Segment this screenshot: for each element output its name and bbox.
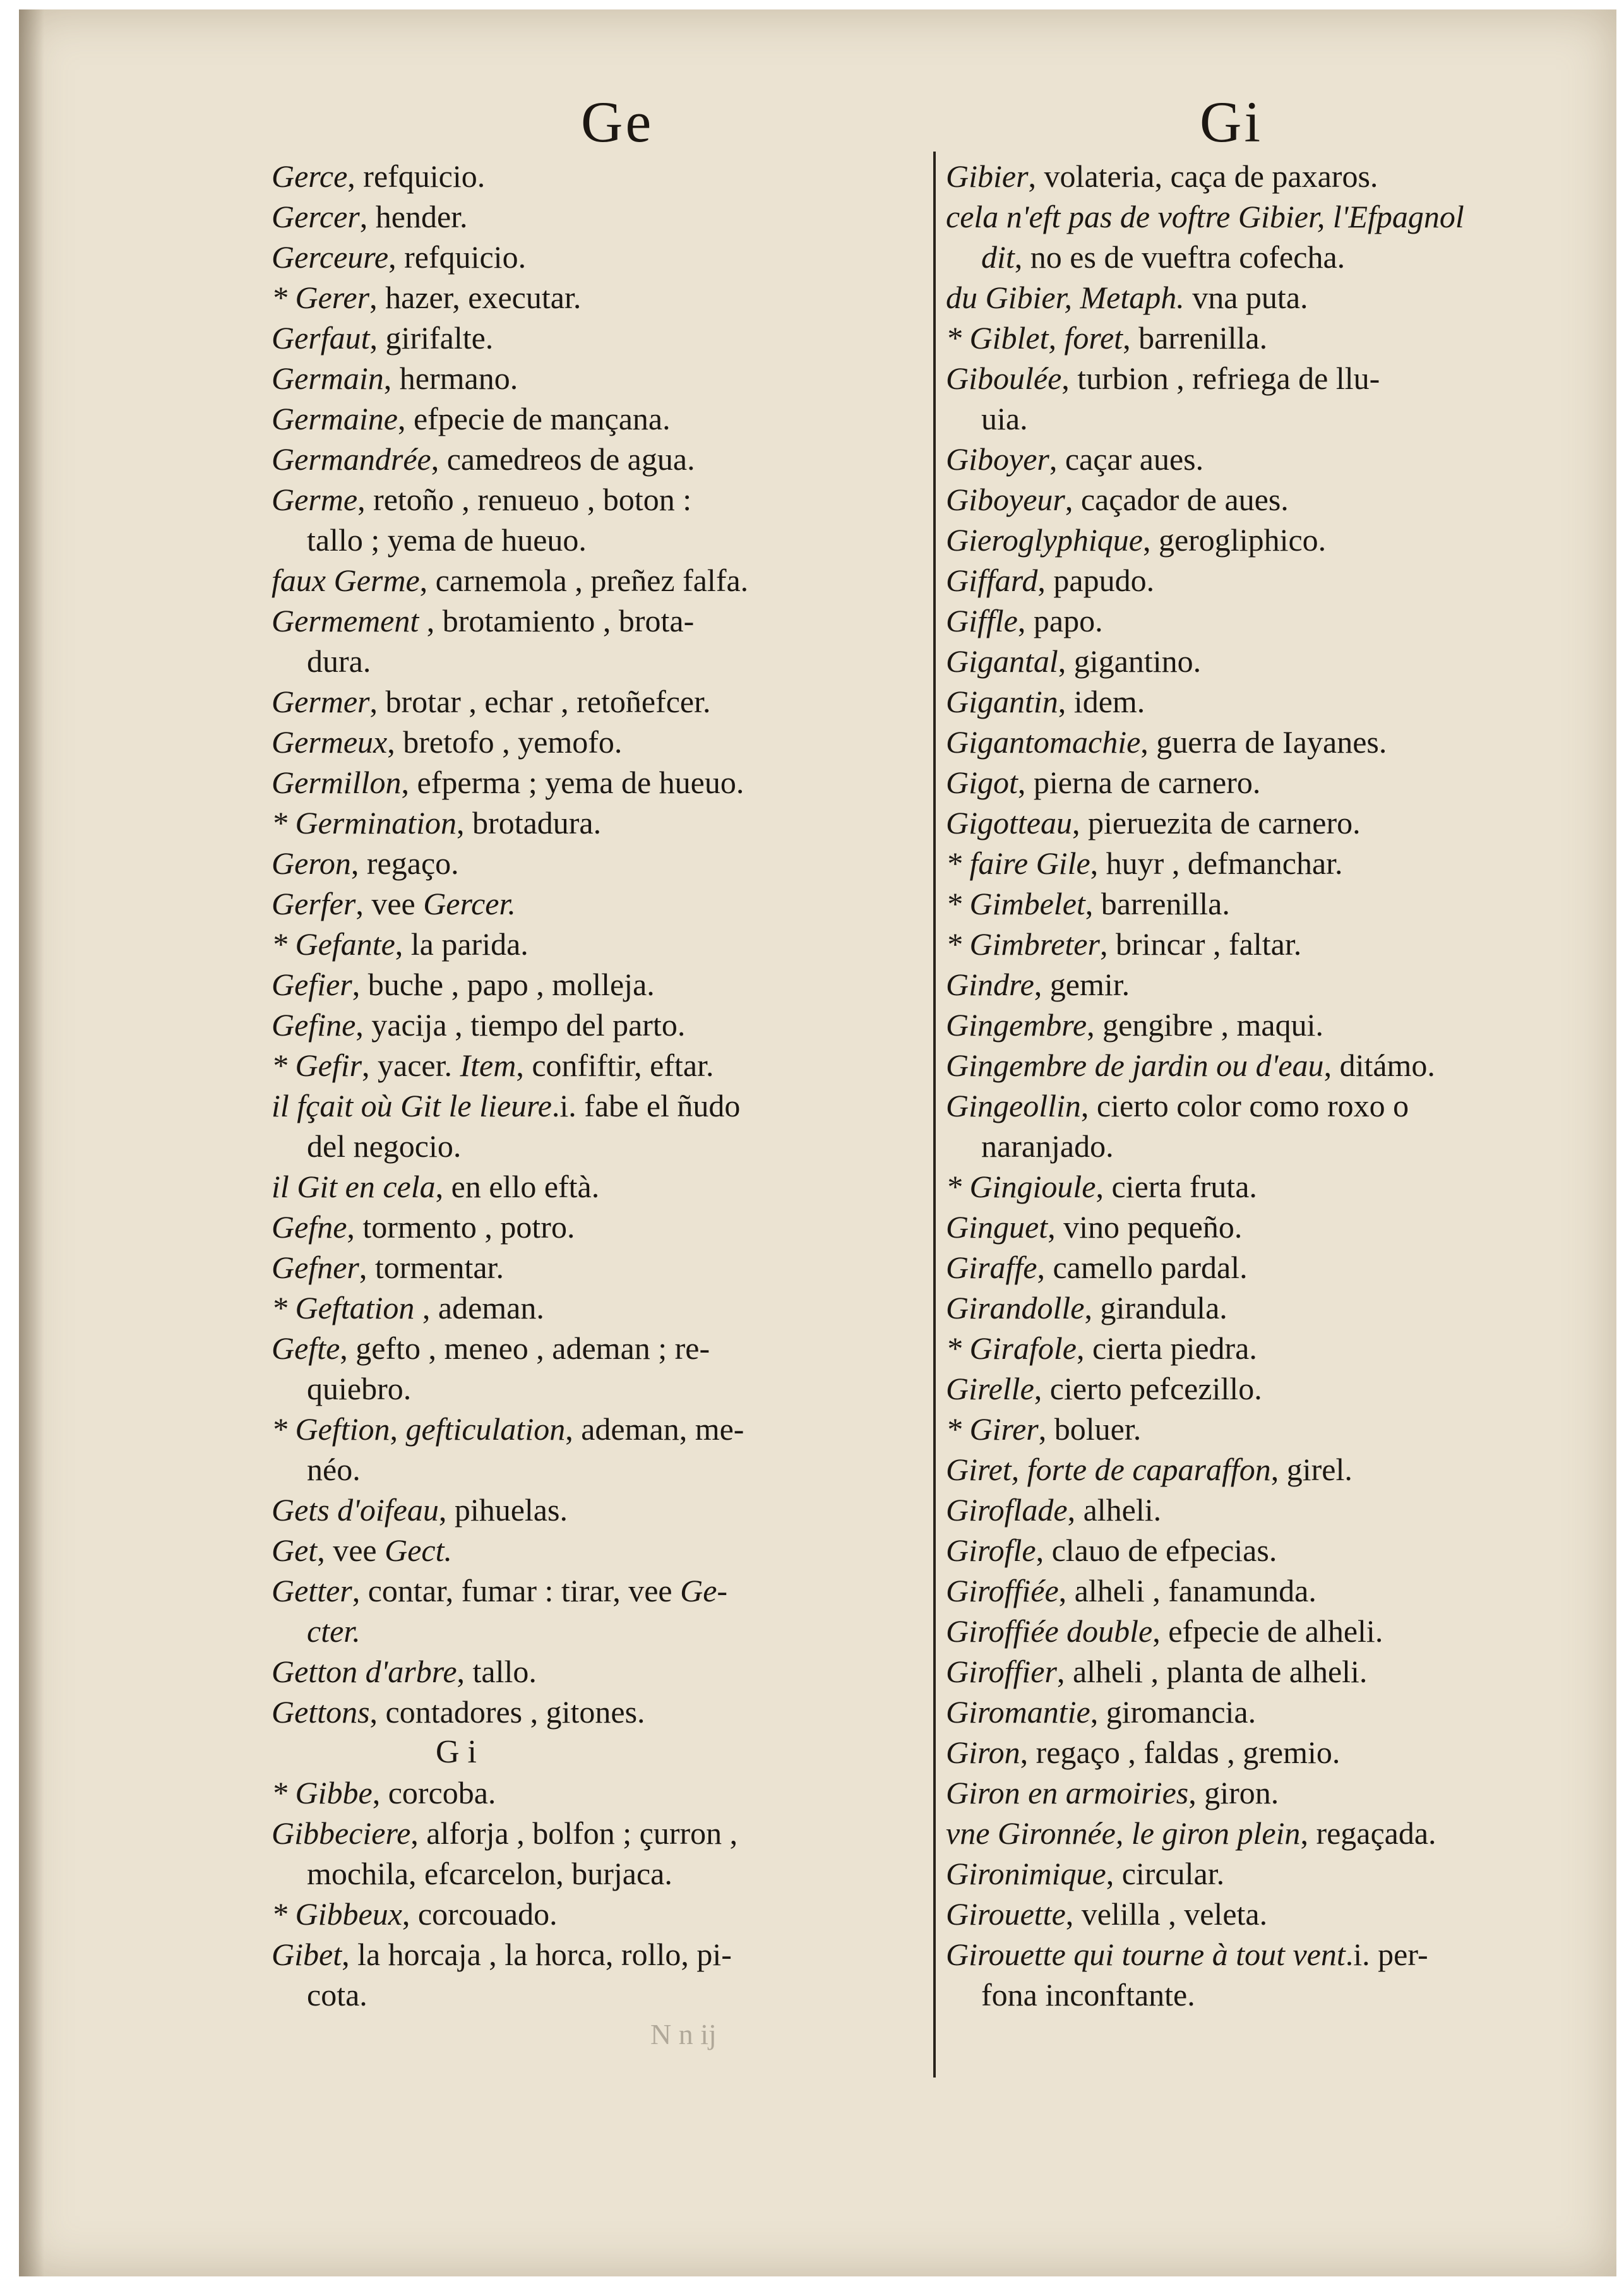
entry-headword: Giboulée — [946, 361, 1062, 396]
entry-headword: Gefine — [272, 1007, 356, 1043]
entry-headword: * Gefante — [272, 926, 395, 962]
entry-headword: dit — [981, 239, 1015, 275]
entry-definition: , girel. — [1270, 1452, 1352, 1487]
dictionary-entry — [946, 1085, 1552, 1166]
entry-definition: quiebro. — [307, 1371, 412, 1406]
entry-definition: , ademan, me- — [565, 1411, 744, 1447]
entry-headword: Gibbeciere — [272, 1815, 411, 1851]
entry-definition: , hazer, executar. — [369, 280, 582, 315]
entry-headword: cter. — [307, 1613, 361, 1649]
entry-definition: , corcoba. — [372, 1775, 496, 1810]
entry-headword: Get — [272, 1533, 318, 1568]
entry-definition: , gemir. — [1034, 967, 1130, 1002]
dictionary-entry — [272, 1085, 878, 1166]
entry-definition: , alforja , bolfon ; çurron , — [410, 1815, 738, 1851]
entry-definition: , gefto , meneo , ademan ; re- — [340, 1330, 710, 1366]
entry-crossref: Gercer. — [423, 886, 516, 921]
entry-headword: Gefner — [272, 1250, 359, 1285]
entry-definition: , tormentar. — [359, 1250, 504, 1285]
entry-definition: , brotamiento , brota- — [419, 603, 695, 638]
dictionary-entry — [272, 924, 878, 964]
entry-definition: , alheli. — [1067, 1492, 1162, 1528]
dictionary-entry — [946, 1894, 1552, 1934]
entry-headword: Giroffiée — [946, 1573, 1059, 1608]
entry-headword: * Geftion — [272, 1411, 390, 1447]
signature-mark: N n ij — [650, 2018, 717, 2050]
dictionary-entry — [272, 277, 878, 318]
entry-definition: , gengibre , maqui. — [1087, 1007, 1324, 1043]
entry-continuation — [272, 1449, 878, 1490]
entry-definition: cota. — [307, 1977, 367, 2012]
entry-definition: , yacija , tiempo del parto. — [355, 1007, 686, 1043]
entry-continuation — [272, 1368, 878, 1409]
entry-headword: Gerce — [272, 158, 348, 194]
entry-headword: Girelle — [946, 1371, 1034, 1406]
entry-headword: Germaine — [272, 401, 398, 436]
right-column — [946, 156, 1552, 2015]
entry-headword: Germe — [272, 482, 358, 517]
dictionary-entry — [272, 1894, 878, 1934]
entry-crossref: Ge- — [680, 1573, 728, 1608]
entry-definition: , ademan. — [414, 1290, 544, 1325]
entry-definition: , contadores , gitones. — [369, 1694, 645, 1730]
entry-definition: , alheli , planta de alheli. — [1056, 1654, 1368, 1689]
entry-definition: , regaçada. — [1300, 1815, 1436, 1851]
entry-definition: , efpecie de mançana. — [397, 401, 671, 436]
dictionary-entry — [272, 1773, 878, 1813]
entry-definition: néo. — [307, 1452, 361, 1487]
dictionary-entry — [272, 1570, 878, 1651]
entry-headword: Gefne — [272, 1209, 347, 1245]
entry-definition: , yacer. — [362, 1048, 460, 1083]
dictionary-entry — [272, 398, 878, 439]
entry-definition: uia. — [981, 401, 1028, 436]
entry-headword: Girouette qui tourne à tout vent — [946, 1937, 1346, 1972]
dictionary-entry — [946, 1449, 1552, 1490]
entry-crossref: Gect. — [385, 1533, 452, 1568]
entry-headword: Gettons — [272, 1694, 370, 1730]
entry-headword: Giroffier — [946, 1654, 1057, 1689]
entry-headword: Gibier — [946, 158, 1029, 194]
entry-headword: Gerfer — [272, 886, 356, 921]
entry-definition: .i. fabe el ñudo — [551, 1088, 741, 1123]
entry-headword: Gefier — [272, 967, 352, 1002]
dictionary-entry — [946, 520, 1552, 560]
entry-definition: , corcouado. — [402, 1896, 558, 1932]
dictionary-entry — [946, 1732, 1552, 1773]
dictionary-entry — [946, 318, 1552, 358]
entry-headword: Gingeollin — [946, 1088, 1081, 1123]
entry-definition: , caçador de aues. — [1065, 482, 1289, 517]
entry-headword: Gieroglyphique — [946, 522, 1143, 558]
entry-headword: Gigotteau — [946, 805, 1072, 840]
entry-definition: , cierto color como roxo o — [1080, 1088, 1409, 1123]
entry-headword: Girouette — [946, 1896, 1066, 1932]
dictionary-entry — [946, 439, 1552, 479]
dictionary-entry — [946, 1651, 1552, 1692]
dictionary-entry — [946, 1005, 1552, 1045]
entry-definition: dura. — [307, 643, 371, 679]
entry-definition: , en ello eftà. — [435, 1169, 600, 1204]
entry-definition: , brotar , echar , retoñefcer. — [369, 684, 711, 719]
entry-definition: , vino pequeño. — [1048, 1209, 1243, 1245]
entry-headword: Giraffe — [946, 1250, 1037, 1285]
section-subhead: G i — [436, 1734, 477, 1770]
page-binding-shadow — [19, 9, 44, 2276]
dictionary-entry — [272, 1530, 878, 1570]
dictionary-entry — [272, 1409, 878, 1490]
dictionary-entry — [946, 1207, 1552, 1247]
entry-headword: Giron en armoiries — [946, 1775, 1189, 1810]
entry-definition: , hermano. — [383, 361, 518, 396]
entry-headword: Germer — [272, 684, 370, 719]
dictionary-entry — [272, 1247, 878, 1288]
entry-definition: , — [390, 1411, 406, 1447]
entry-definition: , tormento , potro. — [347, 1209, 575, 1245]
entry-headword: * Giblet, foret — [946, 320, 1123, 356]
dictionary-entry — [946, 1368, 1552, 1409]
entry-definition: , regaço , faldas , gremio. — [1020, 1735, 1340, 1770]
entry-definition: , buche , papo , molleja. — [352, 967, 655, 1002]
entry-definition: , velilla , veleta. — [1065, 1896, 1268, 1932]
entry-headword: Getter — [272, 1573, 352, 1608]
entry-definition: , alheli , fanamunda. — [1058, 1573, 1317, 1608]
entry-definition: , clauo de efpecias. — [1036, 1533, 1277, 1568]
dictionary-entry — [946, 1692, 1552, 1732]
entry-definition: , refquicio. — [388, 239, 527, 275]
dictionary-entry — [272, 1692, 878, 1732]
entry-definition: , guerra de Iayanes. — [1140, 724, 1387, 760]
entry-definition: , camello pardal. — [1037, 1250, 1248, 1285]
dictionary-entry — [272, 722, 878, 762]
entry-headword: * Gibbe — [272, 1775, 373, 1810]
entry-definition: , hender. — [359, 199, 468, 234]
entry-headword: Giboyeur — [946, 482, 1065, 517]
entry-headword: cela n'eft pas de voftre Gibier, l'Efpagnol — [946, 199, 1464, 234]
entry-definition: , idem. — [1058, 684, 1145, 719]
entry-definition: , turbion , refriega de llu- — [1061, 361, 1380, 396]
entry-continuation — [272, 641, 878, 681]
entry-continuation — [946, 1975, 1552, 2015]
dictionary-entry — [272, 358, 878, 398]
entry-headword: * Gimbreter — [946, 926, 1100, 962]
entry-headword: Giroflade — [946, 1492, 1068, 1528]
dictionary-entry — [272, 318, 878, 358]
entry-definition: del negocio. — [307, 1128, 462, 1164]
dictionary-entry — [272, 237, 878, 277]
entry-headword: Gefte — [272, 1330, 340, 1366]
entry-headword: Getton d'arbre — [272, 1654, 457, 1689]
dictionary-entry — [946, 803, 1552, 843]
entry-headword: Gigot — [946, 765, 1018, 800]
dictionary-entry — [272, 1045, 878, 1085]
entry-definition: , la parida. — [395, 926, 528, 962]
dictionary-entry — [946, 1611, 1552, 1651]
entry-definition: , barrenilla. — [1085, 886, 1230, 921]
entry-headword: Giffard — [946, 563, 1038, 598]
entry-headword: du Gibier, Metaph. — [946, 280, 1185, 315]
entry-definition: , tallo. — [457, 1654, 537, 1689]
dictionary-entry — [946, 1813, 1552, 1853]
dictionary-entry — [946, 1288, 1552, 1328]
entry-headword: Ginguet — [946, 1209, 1048, 1245]
column-divider — [933, 152, 936, 2078]
dictionary-entry — [272, 1813, 878, 1894]
entry-headword: Giret, forte de caparaffon — [946, 1452, 1271, 1487]
dictionary-entry — [946, 1409, 1552, 1449]
dictionary-entry — [272, 156, 878, 196]
dictionary-entry — [946, 1045, 1552, 1085]
entry-headword: Gerfaut — [272, 320, 370, 356]
entry-definition: .i. per- — [1345, 1937, 1428, 1972]
entry-headword: Gerceure — [272, 239, 389, 275]
dictionary-entry — [946, 156, 1552, 196]
dictionary-entry — [272, 803, 878, 843]
entry-headword: faux Germe — [272, 563, 420, 598]
entry-definition: , girandula. — [1084, 1290, 1227, 1325]
dictionary-entry — [946, 964, 1552, 1005]
entry-definition: , efpecie de alheli. — [1152, 1613, 1383, 1649]
entry-headword: Giroffiée double — [946, 1613, 1153, 1649]
entry-headword: * Girafole — [946, 1330, 1077, 1366]
entry-headword: * Girer — [946, 1411, 1039, 1447]
entry-continuation — [946, 1126, 1552, 1166]
entry-continuation — [272, 1853, 878, 1894]
entry-headword: Gigantin — [946, 684, 1058, 719]
dictionary-entry — [946, 1166, 1552, 1207]
dictionary-entry — [946, 358, 1552, 439]
entry-definition: vna puta. — [1184, 280, 1308, 315]
entry-definition: , ditámo. — [1323, 1048, 1435, 1083]
entry-crossref: gefticulation — [405, 1411, 566, 1447]
dictionary-entry — [946, 883, 1552, 924]
entry-definition: naranjado. — [981, 1128, 1114, 1164]
entry-definition: , volateria, caça de paxaros. — [1028, 158, 1378, 194]
entry-definition: , caçar aues. — [1049, 441, 1204, 477]
entry-definition: , cierta piedra. — [1076, 1330, 1257, 1366]
dictionary-entry — [272, 601, 878, 681]
dictionary-entry — [272, 762, 878, 803]
entry-definition: fona inconftante. — [981, 1977, 1195, 2012]
entry-headword: Gercer — [272, 199, 360, 234]
dictionary-entry — [272, 1288, 878, 1328]
dictionary-entry — [946, 1328, 1552, 1368]
entry-definition: , brotadura. — [457, 805, 602, 840]
entry-headword: Gets d'oifeau — [272, 1492, 439, 1528]
entry-continuation — [272, 1611, 878, 1651]
entry-headword: * faire Gile — [946, 846, 1090, 881]
entry-headword: vne Gironnée, le giron plein — [946, 1815, 1301, 1851]
entry-definition: , cierta fruta. — [1096, 1169, 1257, 1204]
dictionary-entry — [946, 1934, 1552, 2015]
entry-definition: , no es de vueftra cofecha. — [1014, 239, 1346, 275]
dictionary-entry — [272, 196, 878, 237]
entry-definition: tallo ; yema de hueuo. — [307, 522, 587, 558]
entry-definition: , pihuelas. — [438, 1492, 568, 1528]
entry-crossref: Item — [460, 1048, 516, 1083]
entry-definition: , confiftir, eftar. — [516, 1048, 714, 1083]
dictionary-entry — [272, 1490, 878, 1530]
dictionary-entry — [272, 1207, 878, 1247]
entry-headword: Giron — [946, 1735, 1020, 1770]
page-header-left: Ge — [581, 90, 654, 154]
entry-headword: Germandrée — [272, 441, 431, 477]
dictionary-entry — [272, 883, 878, 924]
entry-definition: , barrenilla. — [1123, 320, 1268, 356]
dictionary-entry — [946, 1530, 1552, 1570]
entry-definition: , boluer. — [1038, 1411, 1142, 1447]
entry-definition: , la horcaja , la horca, rollo, pi- — [342, 1937, 732, 1972]
dictionary-entry — [946, 641, 1552, 681]
entry-definition: , vee — [355, 886, 424, 921]
entry-headword: Germement — [272, 603, 419, 638]
entry-definition: , giromancia. — [1090, 1694, 1257, 1730]
dictionary-entry — [946, 560, 1552, 601]
dictionary-entry — [946, 1570, 1552, 1611]
entry-headword: Gigantomachie — [946, 724, 1141, 760]
entry-continuation — [946, 398, 1552, 439]
entry-headword: * Gimbelet — [946, 886, 1085, 921]
dictionary-entry — [272, 843, 878, 883]
dictionary-entry — [272, 560, 878, 601]
dictionary-entry — [946, 924, 1552, 964]
dictionary-entry — [946, 479, 1552, 520]
dictionary-entry — [946, 1773, 1552, 1813]
dictionary-entry — [272, 1328, 878, 1409]
entry-definition: , gigantino. — [1058, 643, 1202, 679]
entry-headword: Girandolle — [946, 1290, 1085, 1325]
dictionary-entry — [946, 601, 1552, 641]
entry-headword: * Gingioule — [946, 1169, 1096, 1204]
dictionary-entry — [272, 1651, 878, 1692]
entry-headword: il Git en cela — [272, 1169, 436, 1204]
dictionary-entry — [946, 722, 1552, 762]
dictionary-entry — [272, 1005, 878, 1045]
entry-continuation — [272, 520, 878, 560]
dictionary-entry — [946, 762, 1552, 803]
dictionary-entry — [946, 843, 1552, 883]
entry-headword: Giromantie — [946, 1694, 1090, 1730]
dictionary-entry — [946, 681, 1552, 722]
book-page — [19, 9, 1616, 2276]
dictionary-entry — [946, 277, 1552, 318]
entry-headword: Gindre — [946, 967, 1034, 1002]
entry-headword: * Germination — [272, 805, 457, 840]
entry-definition: , pierna de carnero. — [1017, 765, 1261, 800]
entry-definition: , giron. — [1188, 1775, 1279, 1810]
entry-headword: * Geftation — [272, 1290, 415, 1325]
entry-headword: Giboyer — [946, 441, 1049, 477]
entry-definition: , huyr , defmanchar. — [1090, 846, 1343, 881]
dictionary-entry — [272, 964, 878, 1005]
entry-definition: , gerogliphico. — [1142, 522, 1327, 558]
entry-definition: , carnemola , preñez falfa. — [419, 563, 749, 598]
entry-definition: , retoño , renueuo , boton : — [357, 482, 692, 517]
entry-headword: * Gefir — [272, 1048, 362, 1083]
entry-headword: Germillon — [272, 765, 402, 800]
dictionary-entry — [946, 196, 1552, 277]
entry-headword: Germeux — [272, 724, 388, 760]
entry-definition: , cierto pefcezillo. — [1034, 1371, 1262, 1406]
entry-headword: * Gerer — [272, 280, 370, 315]
entry-definition: , brincar , faltar. — [1099, 926, 1302, 962]
entry-headword: Gibet — [272, 1937, 342, 1972]
dictionary-entry — [272, 439, 878, 479]
page-header-right: Gi — [1200, 90, 1263, 154]
entry-headword: Germain — [272, 361, 384, 396]
entry-headword: Giffle — [946, 603, 1018, 638]
entry-headword: Gigantal — [946, 643, 1058, 679]
left-column — [272, 156, 878, 2015]
entry-definition: , refquicio. — [347, 158, 486, 194]
dictionary-entry — [946, 1853, 1552, 1894]
entry-definition: , papo. — [1017, 603, 1103, 638]
entry-headword: Gingembre de jardin ou d'eau — [946, 1048, 1324, 1083]
entry-headword: Gironimique — [946, 1856, 1106, 1891]
dictionary-entry — [272, 1166, 878, 1207]
dictionary-entry — [946, 1247, 1552, 1288]
entry-headword: * Gibbeux — [272, 1896, 402, 1932]
entry-continuation — [272, 1126, 878, 1166]
entry-definition: , girifalte. — [369, 320, 494, 356]
entry-headword: Girofle — [946, 1533, 1036, 1568]
entry-definition: , vee — [317, 1533, 385, 1568]
entry-continuation — [946, 237, 1552, 277]
dictionary-entry — [946, 1490, 1552, 1530]
entry-continuation — [272, 1975, 878, 2015]
dictionary-entry — [272, 1934, 878, 2015]
dictionary-entry — [272, 681, 878, 722]
entry-definition: , pieruezita de carnero. — [1072, 805, 1361, 840]
entry-headword: il fçait où Git le lieure — [272, 1088, 552, 1123]
entry-headword: Gingembre — [946, 1007, 1087, 1043]
entry-definition: , papudo. — [1037, 563, 1155, 598]
entry-definition: mochila, efcarcelon, burjaca. — [307, 1856, 672, 1891]
dictionary-entry — [272, 479, 878, 560]
entry-definition: , camedreos de agua. — [431, 441, 695, 477]
entry-headword: Geron — [272, 846, 351, 881]
entry-definition: , contar, fumar : tirar, vee — [352, 1573, 681, 1608]
entry-definition: , efperma ; yema de hueuo. — [401, 765, 744, 800]
entry-definition: , circular. — [1106, 1856, 1225, 1891]
entry-definition: , regaço. — [350, 846, 459, 881]
entry-definition: , bretofo , yemofo. — [387, 724, 623, 760]
